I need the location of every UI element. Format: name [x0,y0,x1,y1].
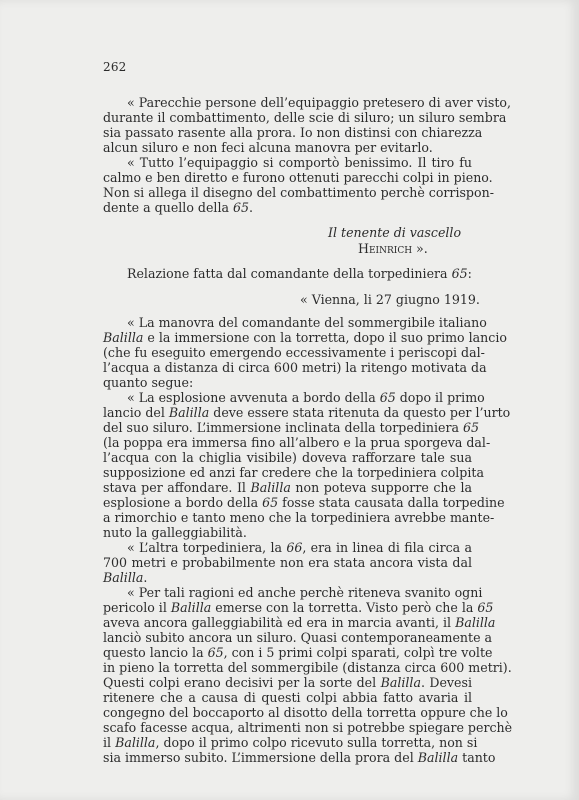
text-line: esplosione a bordo della 65 fosse stata causata dalla torpedine [103,495,505,510]
text-line: in pieno la torretta del sommergibile (distanza circa 600 metri). [103,660,512,675]
text-line: a rimorchio e tanto meno che la torpediniera avrebbe mante- [103,510,495,525]
text-line: alcun siluro e non feci alcuna manovra per evitarlo. [103,140,433,155]
text-line: « L’altra torpediniera, la 66, era in linea di fila circa a [127,540,472,555]
text-line: Non si allega il disegno del combattimento perchè corrispon- [103,185,494,200]
text-line: 700 metri e probabilmente non era stata ancora vista dal [103,555,472,570]
text-line: lanciò subito ancora un siluro. Quasi contemporaneamente a [103,630,493,645]
signature-name: Heinrich ». [358,241,428,256]
report-dateline: « Vienna, li 27 giugno 1919. [300,292,480,307]
signature-rank: Il tenente di vascello [328,225,462,240]
text-line: questo lancio la 65, con i 5 primi colpi sparati, colpì tre volte [103,645,493,660]
text-line: il Balilla, dopo il primo colpo ricevuto sulla torretta, non si [103,735,478,750]
text-line: nuto la galleggiabilità. [103,525,247,540]
page-number: 262 [103,60,127,74]
text-line: ritenere che a causa di questi colpi abbia fatto avaria il [103,690,472,705]
text-line: Balilla e la immersione con la torretta, dopo il suo primo lancio [103,330,507,345]
text-line: pericolo il Balilla emerse con la torretta. Visto però che la 65 [103,600,494,615]
text-line: dente a quello della 65. [103,200,254,215]
text-line: « La esplosione avvenuta a bordo della 65 dopo il primo [127,390,485,405]
text-line: durante il combattimento, delle scie di siluro; un siluro sembra [103,110,507,125]
text-line: Balilla. [103,570,148,585]
text-line: del suo siluro. L’immersione inclinata della torpediniera 65 [103,420,480,435]
text-line: l’acqua a distanza di circa 600 metri) la ritengo motivata da [103,360,487,375]
text-line: congegno del boccaporto al disotto della torretta oppure che lo [103,705,508,720]
text-line: Questi colpi erano decisivi per la sorte del Balilla. Devesi [103,675,472,690]
text-line: stava per affondare. Il Balilla non poteva supporre che la [103,480,472,495]
text-line: lancio del Balilla deve essere stata ritenuta da questo per l’urto [103,405,511,420]
text-line: l’acqua con la chiglia visibile) doveva rafforzare tale sua [103,450,472,465]
text-line: scafo facesse acqua, altrimenti non si potrebbe spiegare perchè [103,720,513,735]
text-line: « Per tali ragioni ed anche perchè riteneva svanito ogni [127,585,483,600]
text-line: « La manovra del comandante del sommergibile italiano [127,315,487,330]
text-line: « Parecchie persone dell’equipaggio pretesero di aver visto, [127,95,511,110]
report-heading: Relazione fatta dal comandante della torpediniera 65: [127,266,472,281]
text-line: aveva ancora galleggiabilità ed era in marcia avanti, il Balilla [103,615,496,630]
text-line: sia immerso subito. L’immersione della prora del Balilla tanto [103,750,496,765]
text-line: sia passato rasente alla prora. Io non distinsi con chiarezza [103,125,483,140]
text-line: « Tutto l’equipaggio si comportò benissimo. Il tiro fu [127,155,472,170]
text-line: calmo e ben diretto e furono ottenuti parecchi colpi in pieno. [103,170,493,185]
text-line: (che fu eseguito emergendo eccessivamente i periscopi dal- [103,345,485,360]
text-line: quanto segue: [103,375,194,390]
text-line: supposizione ed anzi far credere che la torpediniera colpita [103,465,484,480]
text-line: (la poppa era immersa fino all’albero e la prua sporgeva dal- [103,435,491,450]
